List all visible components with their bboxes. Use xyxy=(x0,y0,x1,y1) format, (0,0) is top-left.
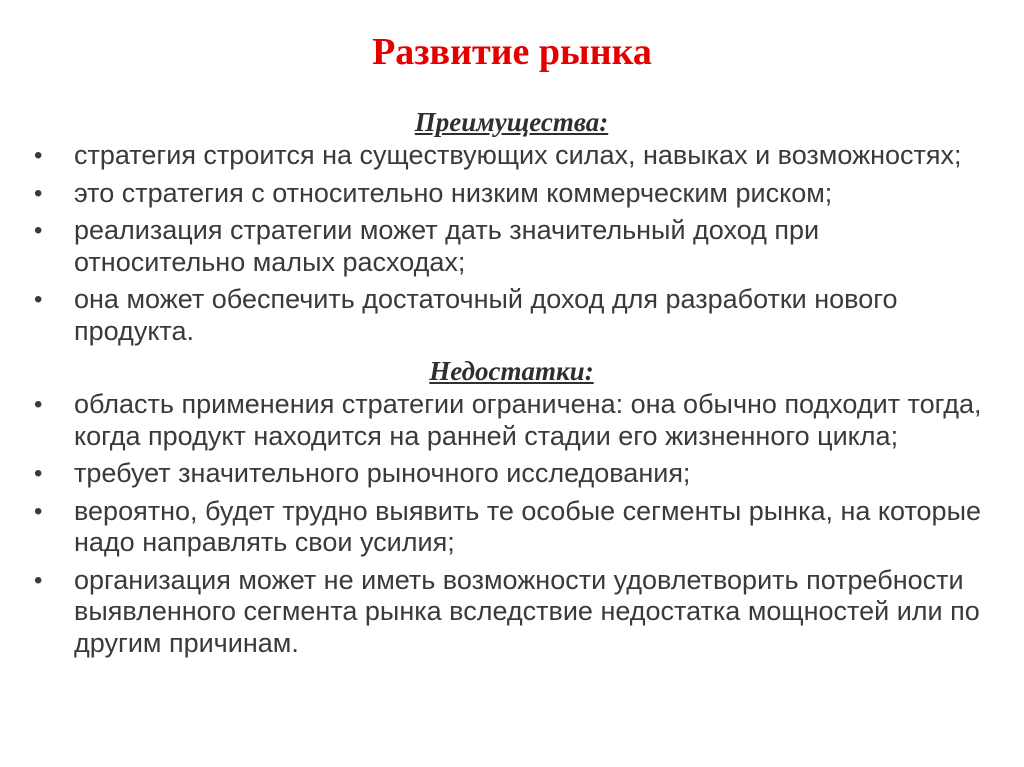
disadvantages-list xyxy=(34,389,989,659)
list-item-text: она может обеспечить достаточный доход для разработки нового продукта. xyxy=(74,284,898,346)
bullet-icon: • xyxy=(34,179,43,207)
disadvantages-heading: Недостатки: xyxy=(429,356,594,386)
bullet-icon: • xyxy=(34,497,43,525)
advantages-list xyxy=(34,140,989,347)
list-item xyxy=(34,458,989,490)
list-item-text: требует значительного рыночного исследования; xyxy=(74,458,691,488)
list-item-text: стратегия строится на существующих силах, навыках и возможностях; xyxy=(74,140,962,170)
bullet-icon: • xyxy=(34,566,43,594)
advantages-heading: Преимущества: xyxy=(414,107,609,137)
list-item-text: вероятно, будет трудно выявить те особые сегменты рынка, на которые надо направлять свои усилия; xyxy=(74,495,981,557)
list-item-text: организация может не иметь возможности удовлетворить потребности выявленного сегмента рынка вследствие недостатка мощностей или по другим причинам. xyxy=(74,564,980,658)
list-item xyxy=(34,178,989,210)
bullet-icon: • xyxy=(34,142,43,169)
slide-title: Развитие рынка xyxy=(372,31,652,73)
list-item-text: реализация стратегии может дать значительный доход при относительно малых расходах; xyxy=(74,215,820,277)
list-item xyxy=(34,140,989,172)
list-item xyxy=(34,284,989,347)
list-item-text: это стратегия с относительно низким коммерческим риском; xyxy=(74,177,833,208)
list-item xyxy=(34,215,989,278)
bullet-icon: • xyxy=(34,460,43,487)
list-item xyxy=(34,389,989,452)
list-item xyxy=(34,565,989,660)
bullet-icon: • xyxy=(34,286,43,313)
slide-content xyxy=(34,104,989,665)
list-item xyxy=(34,496,989,559)
list-item-text: область применения стратегии ограничена: она обычно подходит тогда, когда продукт находится на ранней стадии его жизненного цикла; xyxy=(74,389,982,451)
bullet-icon: • xyxy=(34,391,43,418)
bullet-icon: • xyxy=(34,217,43,244)
